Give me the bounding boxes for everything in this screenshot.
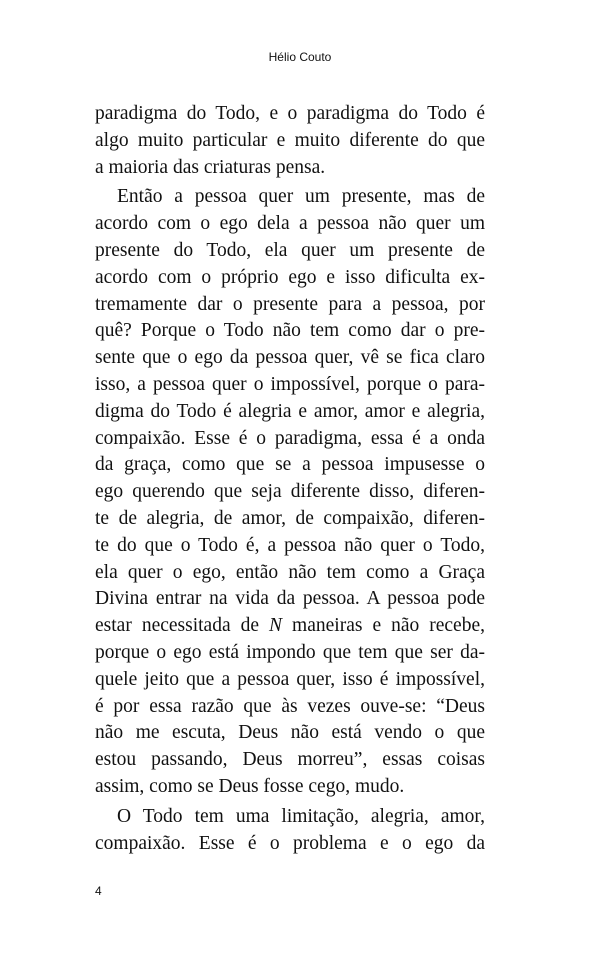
body-text bbox=[95, 101, 485, 857]
text-line: da graça, como que se a pessoa impusesse o bbox=[95, 454, 485, 476]
text-line: ela quer o ego, então não tem como a Graça bbox=[95, 561, 485, 583]
text-line: quele jeito que a pessoa quer, isso é impossível, bbox=[95, 668, 485, 690]
text-line: isso, a pessoa quer o impossível, porque o para- bbox=[95, 373, 485, 395]
paragraph-2 bbox=[95, 184, 485, 800]
text-line: é por essa razão que às vezes ouve-se: “Deus bbox=[95, 695, 485, 717]
text-segment: maneiras e não recebe, bbox=[282, 615, 485, 637]
text-line: compaixão. Esse é o problema e o ego da bbox=[95, 832, 485, 854]
text-line: acordo com o próprio ego e isso dificulta ex- bbox=[95, 266, 485, 288]
text-line: algo muito particular e muito diferente do que bbox=[95, 129, 485, 151]
text-line: presente do Todo, ela quer um presente de bbox=[95, 239, 485, 261]
text-line: te de alegria, de amor, de compaixão, diferen- bbox=[95, 507, 485, 529]
text-line: porque o ego está impondo que tem que ser da- bbox=[95, 641, 485, 663]
text-line: acordo com o ego dela a pessoa não quer um bbox=[95, 213, 485, 235]
text-line: O Todo tem uma limitação, alegria, amor, bbox=[117, 805, 485, 827]
italic-variable: N bbox=[269, 615, 283, 637]
paragraph-3 bbox=[95, 804, 485, 858]
text-segment: estar necessitada de bbox=[95, 615, 270, 637]
page-number: 4 bbox=[95, 884, 102, 898]
text-line: a maioria das criaturas pensa. bbox=[95, 156, 326, 178]
text-line: estou passando, Deus morreu”, essas coisas bbox=[95, 749, 485, 771]
text-line bbox=[95, 613, 485, 640]
paragraph-1 bbox=[95, 101, 485, 181]
text-line: compaixão. Esse é o paradigma, essa é a onda bbox=[95, 427, 485, 449]
text-line: ego querendo que seja diferente disso, diferen- bbox=[95, 481, 485, 503]
text-line: Então a pessoa quer um presente, mas de bbox=[117, 186, 485, 208]
text-line: não me escuta, Deus não está vendo o que bbox=[95, 722, 485, 744]
text-line: paradigma do Todo, e o paradigma do Todo é bbox=[95, 103, 485, 124]
running-head: Hélio Couto bbox=[268, 50, 332, 64]
text-line: quê? Porque o Todo não tem como dar o pre- bbox=[95, 320, 485, 342]
text-line: sente que o ego da pessoa quer, vê se fica claro bbox=[95, 347, 485, 369]
text-line: tremamente dar o presente para a pessoa, por bbox=[95, 293, 485, 315]
text-line: Divina entrar na vida da pessoa. A pessoa pode bbox=[95, 588, 485, 610]
text-line: assim, como se Deus fosse cego, mudo. bbox=[95, 775, 405, 797]
text-line: te do que o Todo é, a pessoa não quer o Todo, bbox=[95, 534, 485, 556]
text-line: digma do Todo é alegria e amor, amor e alegria, bbox=[95, 400, 485, 422]
